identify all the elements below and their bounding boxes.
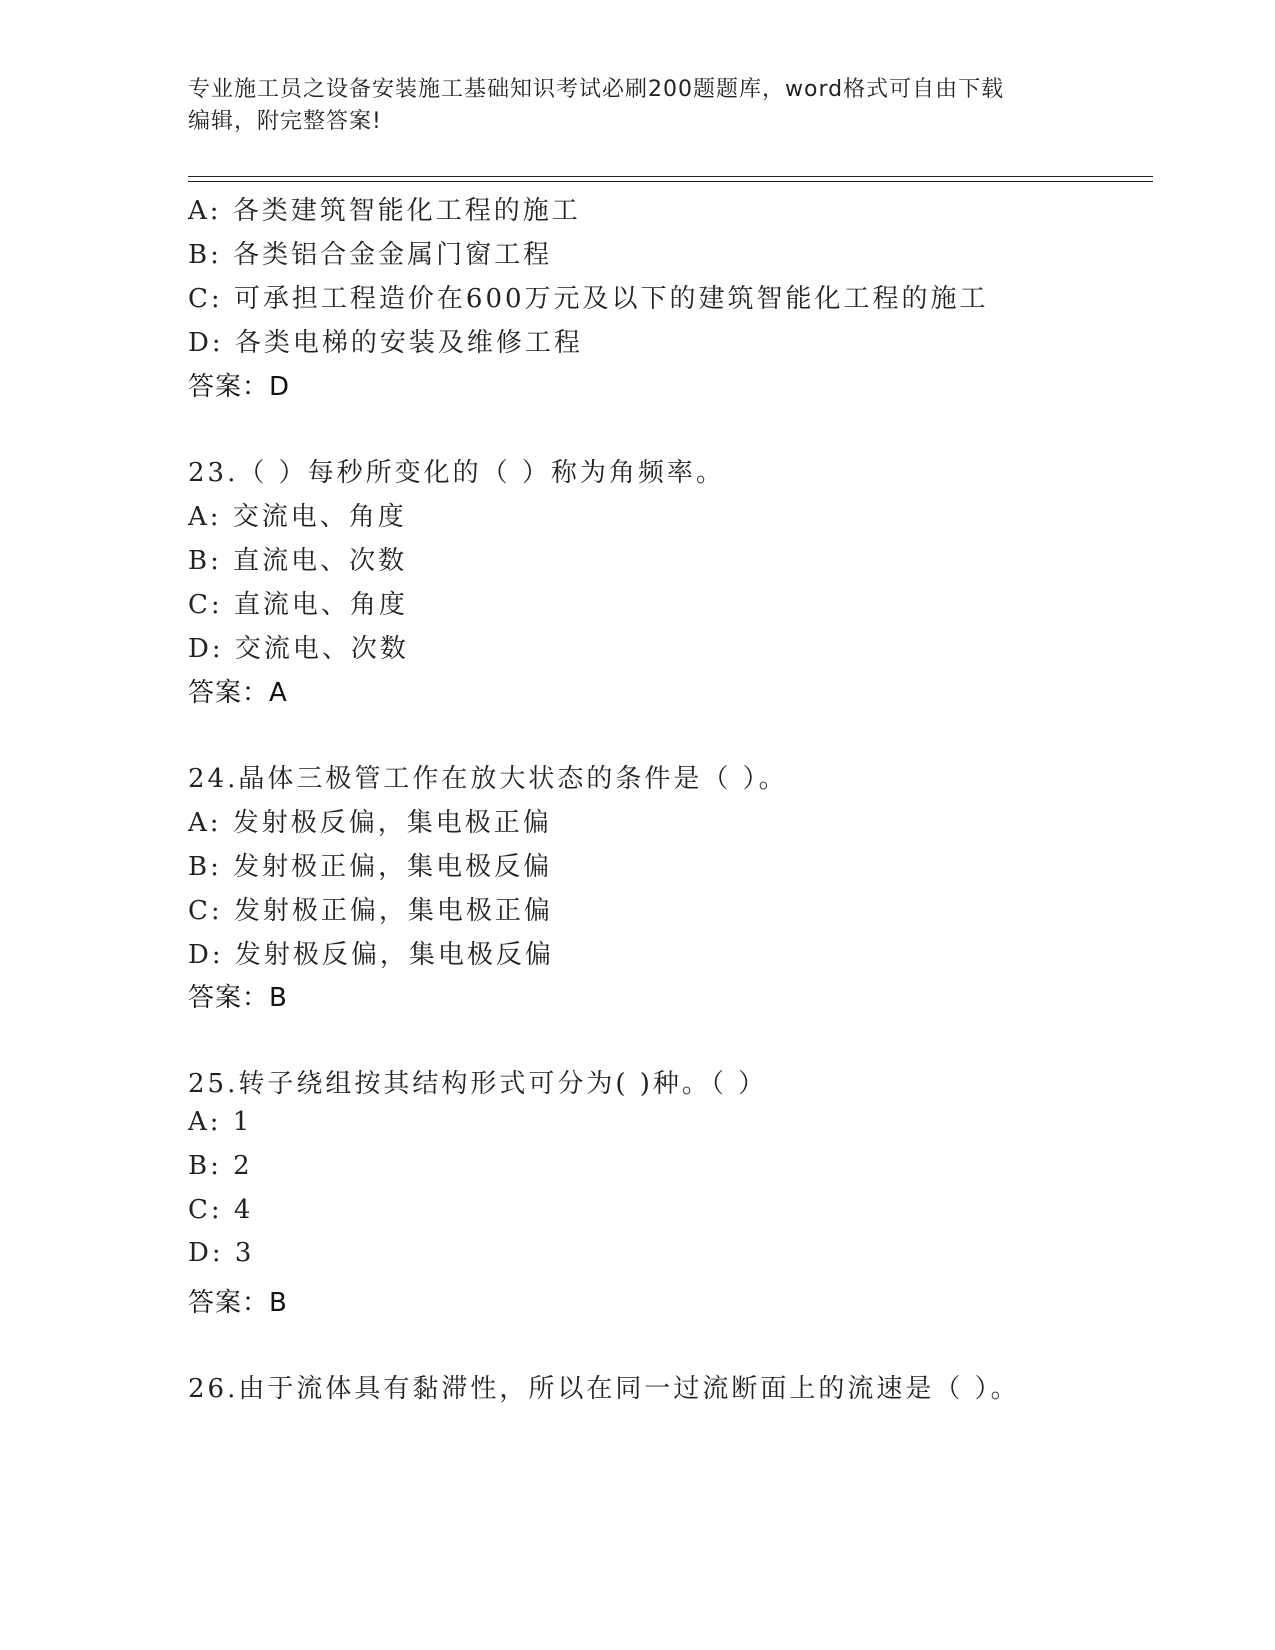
header-title-line-1: 专业施工员之设备安装施工基础知识考试必刷200题题库，word格式可自由下载	[188, 77, 1005, 102]
q23-answer: 答案：A	[188, 678, 288, 708]
q22-answer: 答案：D	[188, 372, 291, 402]
q25-option-d: D: 3	[188, 1238, 255, 1268]
header-divider-top	[188, 176, 1153, 177]
q23-option-d: D: 交流电、次数	[188, 634, 409, 664]
q24-option-d: D: 发射极反偏，集电极反偏	[188, 940, 554, 970]
q22-option-b: B: 各类铝合金金属门窗工程	[188, 240, 553, 270]
q23-stem: 23.（ ）每秒所变化的（ ）称为角频率。	[188, 458, 725, 488]
header-title-line-2: 编辑，附完整答案!	[188, 109, 382, 134]
q25-stem: 25.转子绕组按其结构形式可分为( )种。（ ）	[188, 1069, 768, 1099]
q22-option-a: A: 各类建筑智能化工程的施工	[188, 196, 581, 226]
q25-option-a: A: 1	[188, 1107, 253, 1137]
q23-option-b: B: 直流电、次数	[188, 546, 408, 576]
q22-option-d: D: 各类电梯的安装及维修工程	[188, 328, 583, 358]
q24-option-c: C: 发射极正偏，集电极正偏	[188, 896, 553, 926]
document-header	[188, 74, 1108, 138]
q23-option-a: A: 交流电、角度	[188, 502, 407, 532]
q24-stem: 24.晶体三极管工作在放大状态的条件是（ ）。	[188, 764, 788, 794]
q24-option-a: A: 发射极反偏，集电极正偏	[188, 808, 552, 838]
q23-option-c: C: 直流电、角度	[188, 590, 408, 620]
header-divider-bottom	[188, 181, 1153, 182]
q25-answer: 答案：B	[188, 1288, 288, 1318]
q24-answer: 答案：B	[188, 983, 288, 1013]
q24-option-b: B: 发射极正偏，集电极反偏	[188, 852, 553, 882]
q25-option-b: B: 2	[188, 1151, 253, 1181]
q22-option-c: C: 可承担工程造价在600万元及以下的建筑智能化工程的施工	[188, 284, 989, 314]
q25-option-c: C: 4	[188, 1195, 254, 1225]
q26-stem: 26.由于流体具有黏滞性，所以在同一过流断面上的流速是（ ）。	[188, 1374, 1020, 1404]
